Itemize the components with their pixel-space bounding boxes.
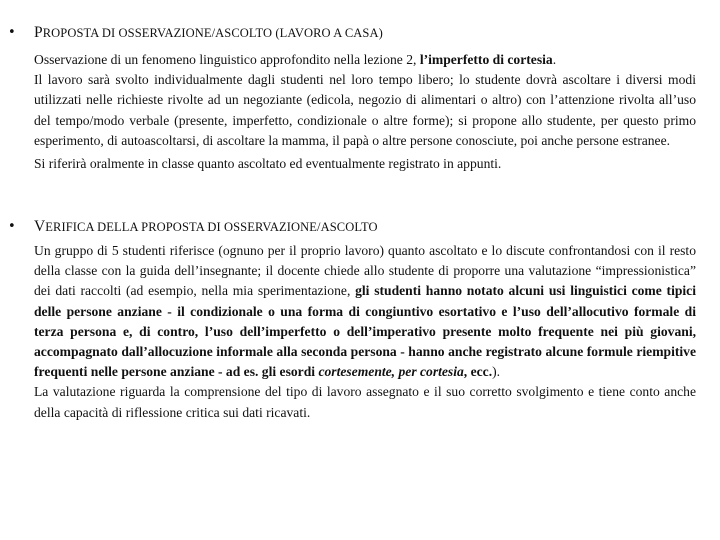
paragraph-report: Si riferirà oralmente in classe quanto ascoltato ed eventualmente registrato in appunti. <box>34 156 502 172</box>
paragraph-text: Un gruppo di 5 studenti riferisce (ognuno per il proprio lavoro) quanto ascoltato e lo discute confrontandosi con il resto della classe con la guida dell’insegnante; il docente chiede allo studente di proporre una valutazione “impressionistica” dei dati raccolti (ad esempio, nella mia sperimentazione, <box>34 243 696 299</box>
section-heading <box>34 22 383 44</box>
bold-etc: , ecc. <box>463 364 493 380</box>
paragraph-intro <box>34 50 696 70</box>
heading-initial: P <box>34 24 43 41</box>
section-heading <box>34 216 378 238</box>
bold-findings: gli studenti hanno notato alcuni usi linguistici come tipici delle persone anziane - il condizionale o una forma di congiuntivo esortativo e l’uso dell’allocutivo formale di terza persona e, di contro, l’uso dell’imperfetto o dell’imperativo presente molto frequente nei più giovani, accompagnato dall’allocuzione informale alla seconda persona - hanno anche registrato alcune formule riempitive frequenti nelle persone anziane - ad es. gli esordi <box>34 283 696 380</box>
section-body <box>34 50 696 174</box>
paragraph-text: Osservazione di un fenomeno linguistico approfondito nella lezione 2, <box>34 52 420 67</box>
paragraph-end: ). <box>492 364 501 380</box>
section-body <box>34 241 696 423</box>
paragraph-end: . <box>552 52 557 67</box>
heading-rest: ERIFICA DELLA PROPOSTA DI OSSERVAZIONE/ASCOLTO <box>45 220 378 234</box>
bullet-icon: • <box>8 219 16 234</box>
bullet-icon: • <box>8 25 16 40</box>
heading-initial: V <box>34 218 46 235</box>
paragraph-instructions: Il lavoro sarà svolto individualmente dagli studenti nel loro tempo libero; lo studente dovrà ascoltare i diversi modi utilizzati nelle richieste rivolte ad un negoziante (edicola, negozio di alimentari o altro) con l’attenzione rivolta all’uso del tempo/modo verbale (presente, imperfetto, condizionale o altre forme); si propone allo studente, per questo primo esperimento, di autoascoltarsi, di ascoltare la mamma, il papà o altre persone conosciute, poi anche persone estranee. <box>34 72 696 148</box>
heading-rest: ROPOSTA DI OSSERVAZIONE/ASCOLTO (LAVORO A CASA) <box>42 26 383 40</box>
paragraph-discussion <box>34 241 696 382</box>
bold-italic-examples: cortesemente, per cortesia <box>318 364 464 380</box>
bold-term: l’imperfetto di cortesia <box>419 52 553 67</box>
paragraph-evaluation: La valutazione riguarda la comprensione del tipo di lavoro assegnato e il suo corretto svolgimento e tiene conto anche della capacità di riflessione critica sui dati ricavati. <box>34 384 696 420</box>
